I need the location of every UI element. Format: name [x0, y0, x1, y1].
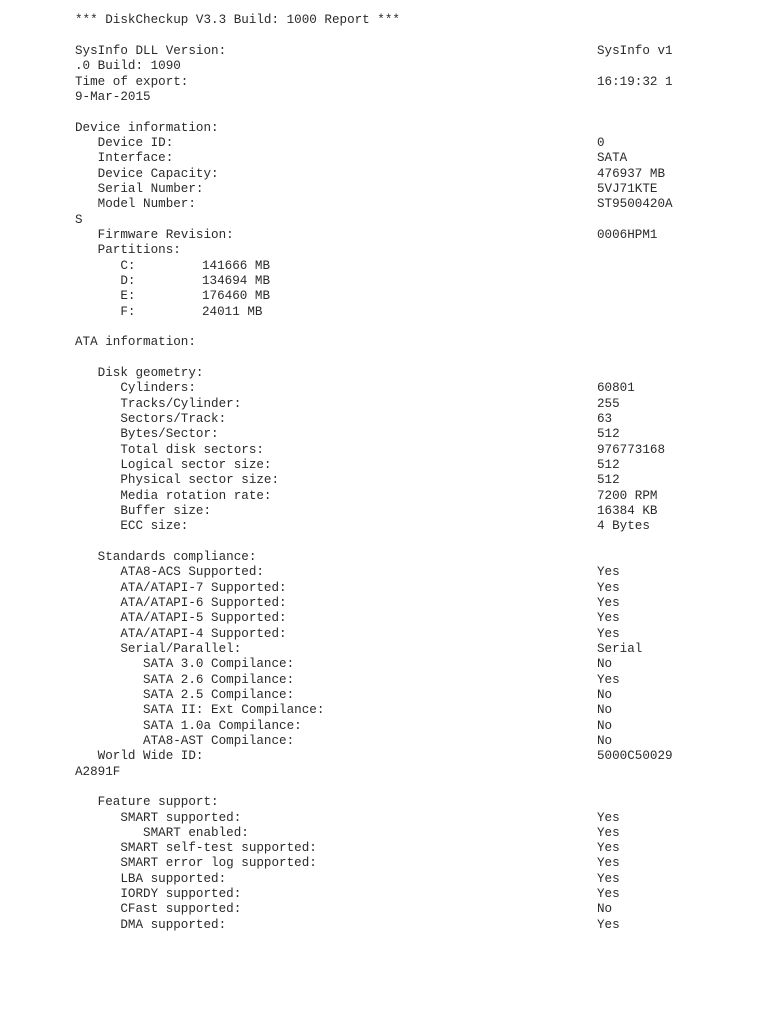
field-value: 5VJ71KTE	[597, 181, 658, 196]
field-value: 512	[597, 457, 620, 472]
report-line	[0, 320, 768, 335]
field-label: F:	[75, 304, 136, 319]
report-line	[0, 581, 768, 596]
report-line	[0, 856, 768, 871]
field-label: Model Number:	[75, 197, 196, 212]
report-line	[0, 918, 768, 933]
field-value: Yes	[597, 856, 620, 871]
field-value: Yes	[597, 611, 620, 626]
report-line	[0, 289, 768, 304]
field-label: Sectors/Track:	[75, 411, 227, 426]
report-line	[0, 274, 768, 289]
field-label: DMA supported:	[75, 917, 227, 932]
field-label: SATA 2.5 Compilance:	[75, 687, 295, 702]
field-label: Serial/Parallel:	[75, 641, 242, 656]
field-label: ATA/ATAPI-4 Supported:	[75, 626, 287, 641]
field-label: Media rotation rate:	[75, 488, 272, 503]
report-line	[0, 412, 768, 427]
field-label: S	[75, 212, 83, 227]
field-value: No	[597, 687, 613, 702]
field-label: Serial Number:	[75, 181, 204, 196]
report-line	[0, 213, 768, 228]
report-line	[0, 397, 768, 412]
field-label: SMART error log supported:	[75, 856, 317, 871]
report-line	[0, 75, 768, 90]
partition-size: 134694 MB	[202, 273, 271, 288]
field-value: 255	[597, 396, 620, 411]
report-line	[0, 243, 768, 258]
field-value: 976773168	[597, 442, 666, 457]
field-value: Yes	[597, 595, 620, 610]
field-value: No	[597, 733, 613, 748]
field-value: Yes	[597, 565, 620, 580]
field-value: 60801	[597, 381, 635, 396]
field-label: SATA 3.0 Compilance:	[75, 657, 295, 672]
field-label: .0 Build: 1090	[75, 59, 181, 74]
field-label: D:	[75, 273, 136, 288]
field-label: ATA information:	[75, 335, 196, 350]
report-line	[0, 703, 768, 718]
report-line	[0, 765, 768, 780]
field-label: Buffer size:	[75, 503, 212, 518]
report-line	[0, 381, 768, 396]
field-label: A2891F	[75, 764, 121, 779]
report-line	[0, 535, 768, 550]
report-line	[0, 182, 768, 197]
field-label: Time of export:	[75, 74, 189, 89]
report-line	[0, 780, 768, 795]
field-label: World Wide ID:	[75, 749, 204, 764]
field-label: IORDY supported:	[75, 887, 242, 902]
report-line	[0, 366, 768, 381]
partition-size: 141666 MB	[202, 258, 271, 273]
report-line	[0, 673, 768, 688]
report-line	[0, 90, 768, 105]
field-label: Feature support:	[75, 795, 219, 810]
report-line	[0, 335, 768, 350]
report-line	[0, 627, 768, 642]
field-label: Cylinders:	[75, 381, 196, 396]
field-value: Yes	[597, 672, 620, 687]
field-label: Device information:	[75, 120, 219, 135]
report-line	[0, 611, 768, 626]
report-title-line	[0, 13, 768, 28]
partition-size: 24011 MB	[202, 304, 263, 319]
field-value: No	[597, 703, 613, 718]
field-value: 5000C50029	[597, 749, 673, 764]
report-line	[0, 121, 768, 136]
report-line	[0, 795, 768, 810]
field-label: SATA 1.0a Compilance:	[75, 718, 302, 733]
field-label: Tracks/Cylinder:	[75, 396, 242, 411]
report-line	[0, 197, 768, 212]
field-label: Partitions:	[75, 243, 181, 258]
field-label: Disk geometry:	[75, 365, 204, 380]
field-label: SATA II: Ext Compilance:	[75, 703, 325, 718]
field-label: Logical sector size:	[75, 457, 272, 472]
report-line	[0, 749, 768, 764]
field-label: Device ID:	[75, 135, 174, 150]
report-line	[0, 443, 768, 458]
report-line	[0, 565, 768, 580]
field-label: Total disk sectors:	[75, 442, 264, 457]
field-label: SMART enabled:	[75, 825, 249, 840]
field-label: LBA supported:	[75, 871, 227, 886]
field-value: 63	[597, 411, 613, 426]
report-line	[0, 136, 768, 151]
report-line	[0, 458, 768, 473]
report-line	[0, 642, 768, 657]
field-label: SMART supported:	[75, 810, 242, 825]
field-value: Yes	[597, 871, 620, 886]
field-value: 0006HPM1	[597, 227, 658, 242]
field-value: Yes	[597, 810, 620, 825]
field-label: Interface:	[75, 151, 174, 166]
report-line	[0, 657, 768, 672]
report-line	[0, 151, 768, 166]
report-title: *** DiskCheckup V3.3 Build: 1000 Report ***	[75, 13, 400, 27]
report-line	[0, 826, 768, 841]
report-line	[0, 305, 768, 320]
field-value: No	[597, 657, 613, 672]
report-line	[0, 519, 768, 534]
report-line	[0, 59, 768, 74]
field-value: Yes	[597, 841, 620, 856]
field-value: Yes	[597, 825, 620, 840]
field-label: Physical sector size:	[75, 473, 280, 488]
field-value: Serial	[597, 641, 643, 656]
partition-size: 176460 MB	[202, 289, 271, 304]
field-label: ATA/ATAPI-7 Supported:	[75, 580, 287, 595]
field-value: Yes	[597, 917, 620, 932]
field-label: ATA/ATAPI-5 Supported:	[75, 611, 287, 626]
field-value: 476937 MB	[597, 166, 666, 181]
field-value: Yes	[597, 887, 620, 902]
report-line	[0, 719, 768, 734]
field-label: ATA/ATAPI-6 Supported:	[75, 595, 287, 610]
field-value: Yes	[597, 580, 620, 595]
field-label: Bytes/Sector:	[75, 427, 219, 442]
field-label: SMART self-test supported:	[75, 841, 317, 856]
report-line	[0, 688, 768, 703]
field-label: E:	[75, 289, 136, 304]
field-value: 4 Bytes	[597, 519, 650, 534]
report-line	[0, 902, 768, 917]
field-label: SATA 2.6 Compilance:	[75, 672, 295, 687]
report-line	[0, 44, 768, 59]
report-line	[0, 259, 768, 274]
field-value: No	[597, 902, 613, 917]
field-label: ATA8-AST Compilance:	[75, 733, 295, 748]
field-label: C:	[75, 258, 136, 273]
field-label: Standards compliance:	[75, 549, 257, 564]
field-label: SysInfo DLL Version:	[75, 44, 227, 58]
field-label: ATA8-ACS Supported:	[75, 565, 264, 580]
field-value: 7200 RPM	[597, 488, 658, 503]
report-line	[0, 887, 768, 902]
field-value: Yes	[597, 626, 620, 641]
report-line	[0, 489, 768, 504]
report-line	[0, 427, 768, 442]
field-value: 512	[597, 473, 620, 488]
report-line	[0, 167, 768, 182]
field-value: SysInfo v1	[597, 44, 673, 58]
field-value: No	[597, 718, 613, 733]
report-line	[0, 473, 768, 488]
field-value: 512	[597, 427, 620, 442]
field-label: Device Capacity:	[75, 166, 219, 181]
field-label: ECC size:	[75, 519, 189, 534]
field-value: 16:19:32 1	[597, 74, 673, 89]
report-line	[0, 228, 768, 243]
field-label: Firmware Revision:	[75, 227, 234, 242]
report-line	[0, 811, 768, 826]
report-line	[0, 105, 768, 120]
report-line	[0, 504, 768, 519]
field-value: 0	[597, 135, 605, 150]
report-line	[0, 550, 768, 565]
report-line	[0, 596, 768, 611]
report-line	[0, 734, 768, 749]
field-value: 16384 KB	[597, 503, 658, 518]
field-label: CFast supported:	[75, 902, 242, 917]
report-line	[0, 872, 768, 887]
field-value: SATA	[597, 151, 628, 166]
report-line	[0, 841, 768, 856]
report-line	[0, 351, 768, 366]
field-value: ST9500420A	[597, 197, 673, 212]
field-label: 9-Mar-2015	[75, 89, 151, 104]
